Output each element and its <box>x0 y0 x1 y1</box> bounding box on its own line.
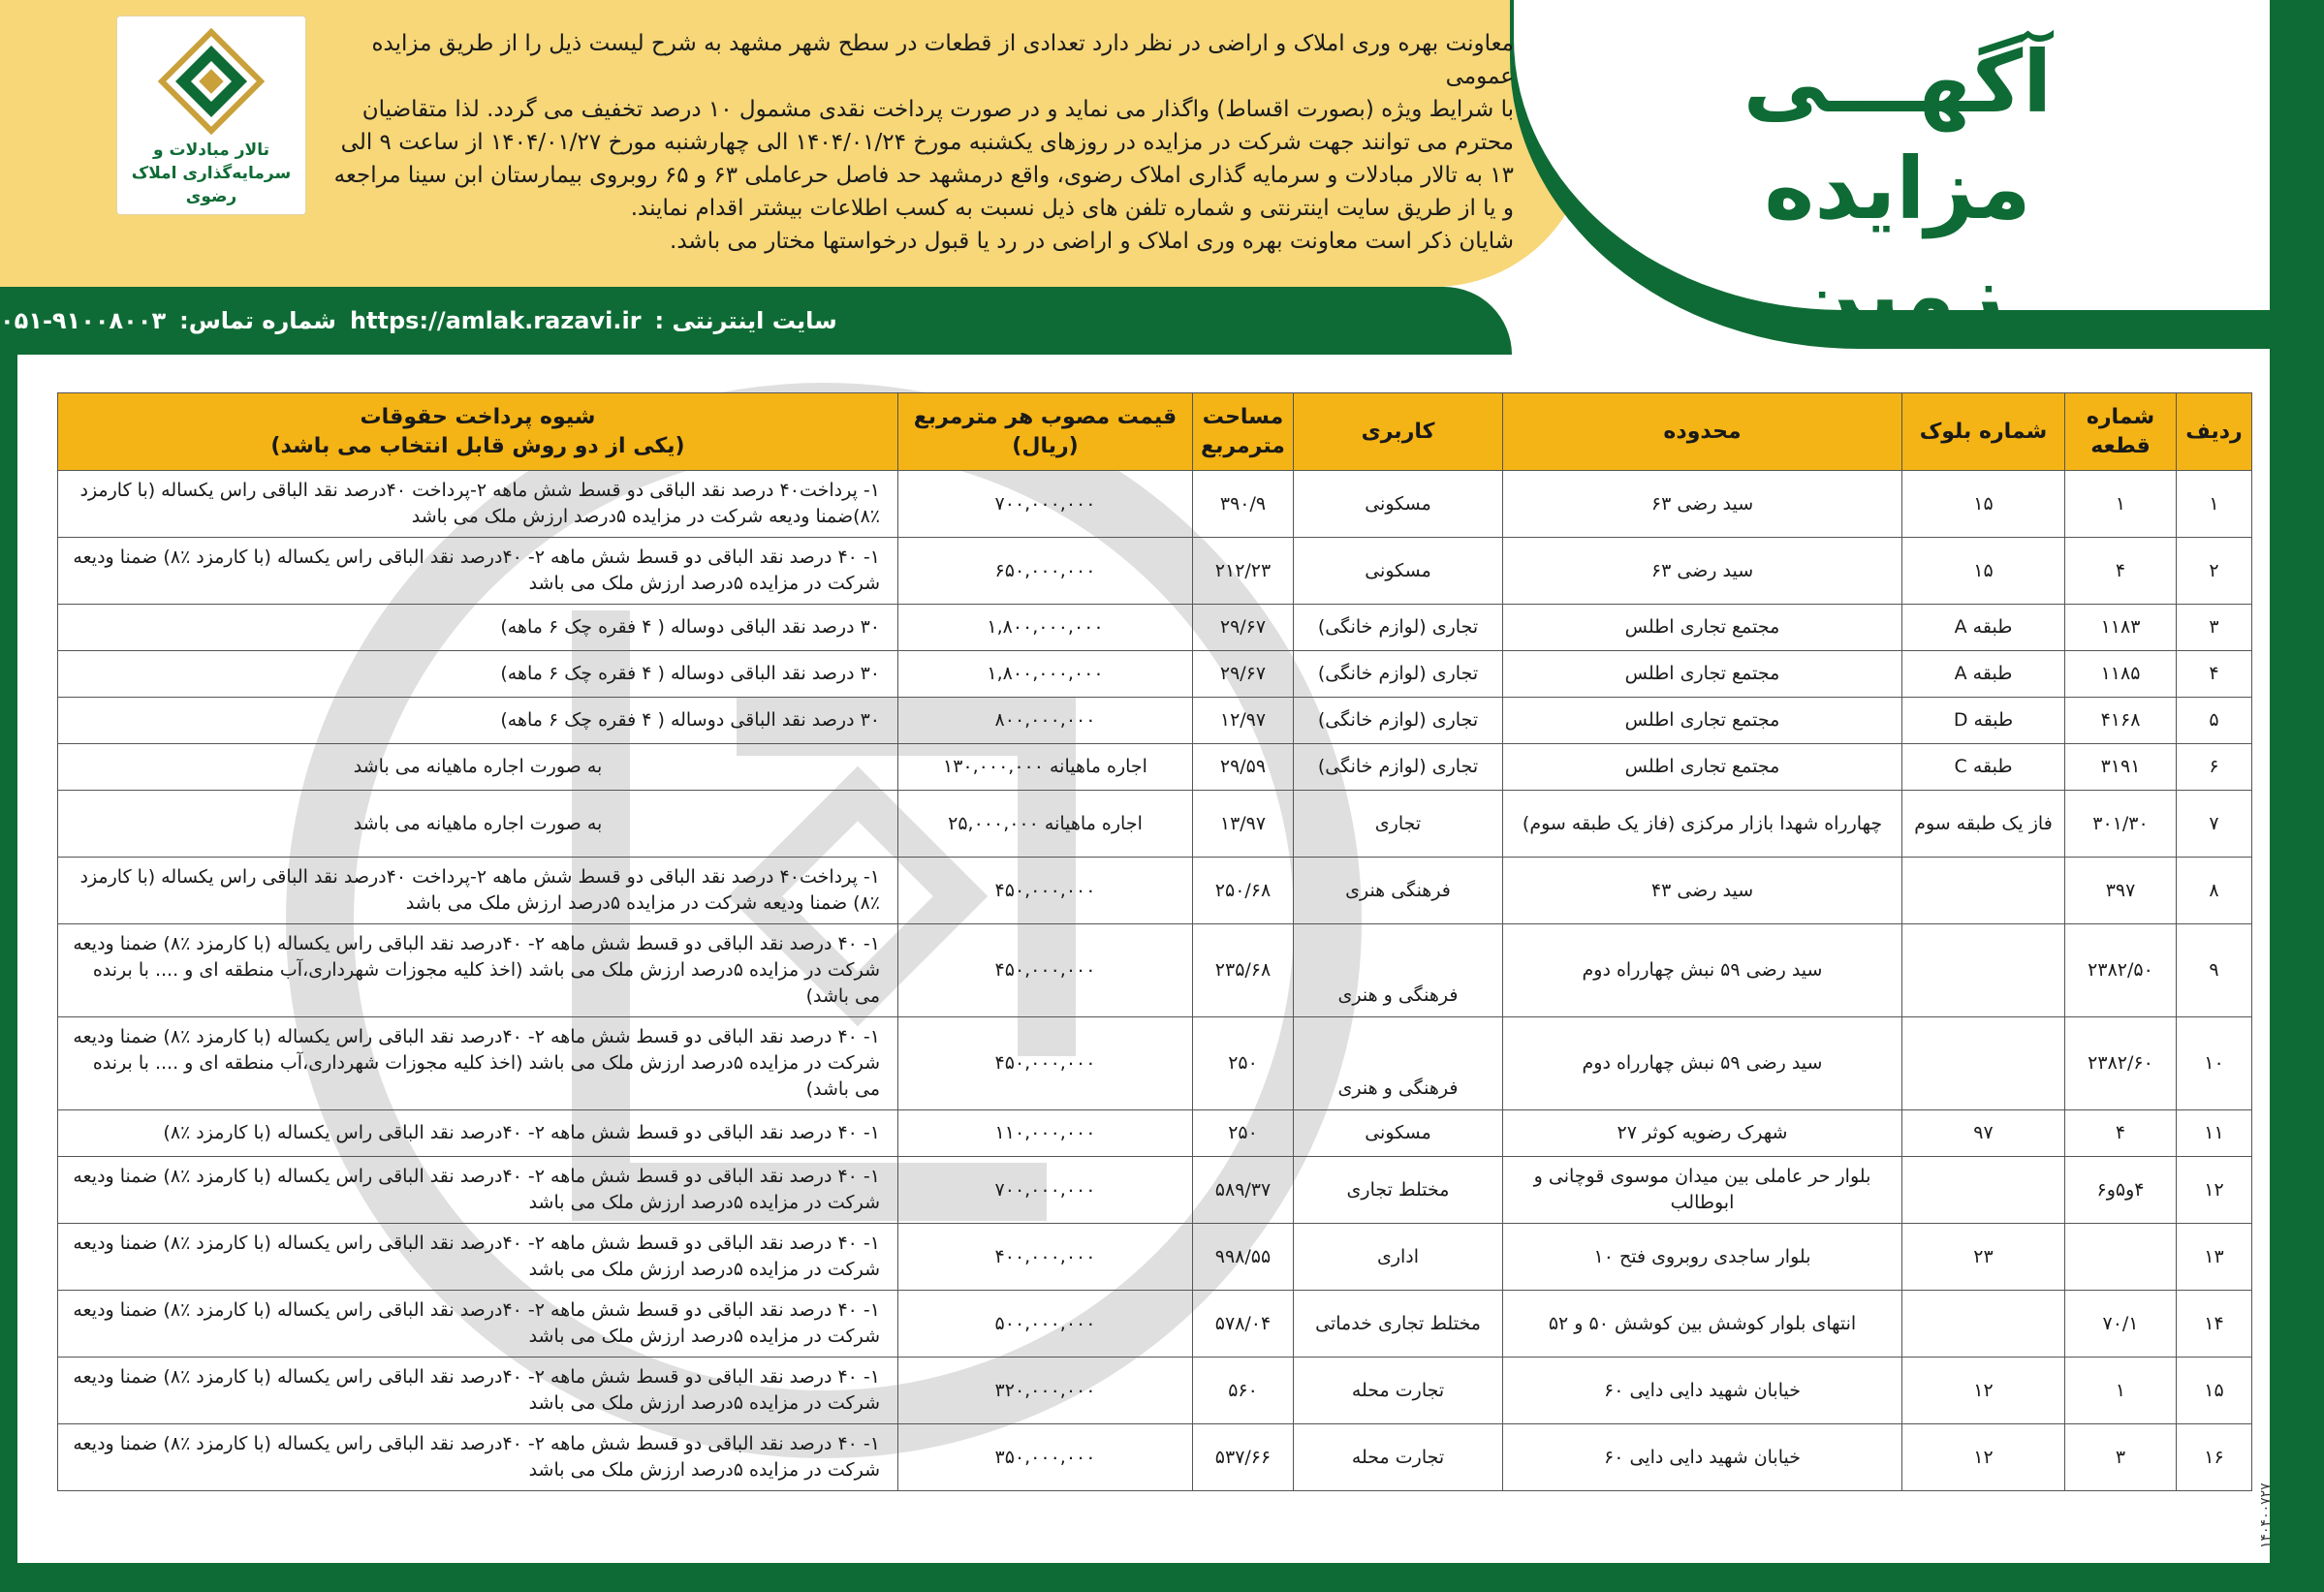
cell-size: ۲۵۰ <box>1193 1017 1294 1110</box>
cell-payment: ۱- ۴۰ درصد نقد الباقی دو قسط شش ماهه ۲- ۴۰درصد نقد الباقی راس یکساله (با کارمزد ٪۸) ضمنا ودیعه شرکت در مزایده ۵درصد ارزش ملک می باشد <box>58 1358 898 1424</box>
cell-price: ۱۱۰,۰۰۰,۰۰۰ <box>898 1110 1193 1157</box>
cell-payment: به صورت اجاره ماهیانه می باشد <box>58 744 898 791</box>
cell-block: ۱۵ <box>1902 471 2065 538</box>
logo-caption <box>117 139 305 208</box>
cell-area-name: سید رضی ۶۳ <box>1503 538 1902 605</box>
cell-area-name: سید رضی ۵۹ نبش چهارراه دوم <box>1503 924 1902 1017</box>
cell-payment: ۱- ۴۰ درصد نقد الباقی دو قسط شش ماهه ۲- ۴۰درصد نقد الباقی راس یکساله (با کارمزد ٪۸) ضمنا ودیعه شرکت در مزایده ۵درصد ارزش ملک می باشد <box>58 1224 898 1291</box>
cell-block: ۹۷ <box>1902 1110 2065 1157</box>
header-usage: کاربری <box>1294 393 1503 471</box>
table-row <box>58 538 2252 605</box>
cell-parcel: ۱۱۸۵ <box>2065 651 2177 698</box>
cell-price: ۴۵۰,۰۰۰,۰۰۰ <box>898 924 1193 1017</box>
cell-row-number: ۱۵ <box>2177 1358 2252 1424</box>
cell-price: ۷۰۰,۰۰۰,۰۰۰ <box>898 1157 1193 1224</box>
cell-payment: ۱- ۴۰ درصد نقد الباقی دو قسط شش ماهه ۲- ۴۰درصد نقد الباقی راس یکساله (با کارمزد ٪۸) ضمنا ودیعه شرکت در مزایده ۵درصد ارزش ملک می باشد <box>58 1291 898 1358</box>
cell-price: ۴۵۰,۰۰۰,۰۰۰ <box>898 1017 1193 1110</box>
cell-block: ۱۵ <box>1902 538 2065 605</box>
document-code: ۱۴۰۴۰۰۷۲۷ <box>2258 1483 2274 1548</box>
cell-area-name: مجتمع تجاری اطلس <box>1503 605 1902 651</box>
intro-line: محترم می توانند جهت شرکت در مزایده در روزهای یکشنبه مورخ ۱۴۰۴/۰۱/۲۴ الی چهارشنبه مورخ ۱۴۰۴/۰۱/۲۷ از ساعت ۹ الی <box>340 130 1514 155</box>
cell-price: ۳۵۰,۰۰۰,۰۰۰ <box>898 1424 1193 1491</box>
cell-area-name: بلوار ساجدی روبروی فتح ۱۰ <box>1503 1224 1902 1291</box>
intro-line: ۱۳ به تالار مبادلات و سرمایه گذاری املاک رضوی، واقع درمشهد حد فاصل حرعاملی ۶۳ و ۶۵ روبروی بیمارستان ابن سینا مراجعه <box>333 163 1514 188</box>
auction-table-grid <box>57 392 2252 1491</box>
table-row <box>58 1424 2252 1491</box>
cell-usage: تجاری (لوازم خانگی) <box>1294 651 1503 698</box>
website-link[interactable]: https://amlak.razavi.ir <box>349 307 642 334</box>
table-row <box>58 791 2252 858</box>
cell-area-name: چهارراه شهدا بازار مرکزی (فاز یک طبقه سوم) <box>1503 791 1902 858</box>
cell-area-name: خیابان شهید دایی دایی ۶۰ <box>1503 1358 1902 1424</box>
cell-area-name: مجتمع تجاری اطلس <box>1503 744 1902 791</box>
table-row <box>58 651 2252 698</box>
cell-price: ۴۰۰,۰۰۰,۰۰۰ <box>898 1224 1193 1291</box>
logo-emblem-icon <box>158 28 265 135</box>
cell-payment: ۱- ۴۰ درصد نقد الباقی دو قسط شش ماهه ۲- ۴۰درصد نقد الباقی راس یکساله (با کارمزد ٪۸) ضمنا ودیعه شرکت در مزایده ۵درصد ارزش ملک می باشد <box>58 538 898 605</box>
header-size: مساحت مترمربع <box>1193 393 1294 471</box>
cell-usage: تجاری (لوازم خانگی) <box>1294 605 1503 651</box>
cell-usage: اداری <box>1294 1224 1503 1291</box>
cell-size: ۲۱۲/۲۳ <box>1193 538 1294 605</box>
cell-price: ۳۲۰,۰۰۰,۰۰۰ <box>898 1358 1193 1424</box>
page-title <box>1694 29 2101 349</box>
title-line-2: مزایده زمین <box>1764 139 2031 345</box>
cell-size: ۹۹۸/۵۵ <box>1193 1224 1294 1291</box>
cell-price: اجاره ماهیانه ۱۳۰,۰۰۰,۰۰۰ <box>898 744 1193 791</box>
cell-usage: تجارت محله <box>1294 1424 1503 1491</box>
intro-line: و یا از طریق سایت اینترنتی و شماره تلفن های ذیل نسبت به کسب اطلاعات بیشتر اقدام نمایند. <box>630 196 1514 221</box>
cell-usage: تجاری (لوازم خانگی) <box>1294 744 1503 791</box>
header-area-name: محدوده <box>1503 393 1902 471</box>
cell-size: ۳۹۰/۹ <box>1193 471 1294 538</box>
cell-size: ۵۳۷/۶۶ <box>1193 1424 1294 1491</box>
cell-payment: ۱- پرداخت۴۰ درصد نقد الباقی دو قسط شش ماهه ۲-پرداخت ۴۰درصد نقد الباقی راس یکساله (با کارمزد ٪۸) ضمنا ودیعه شرکت در مزایده ۵درصد ارزش ملک می باشد <box>58 858 898 924</box>
cell-usage: مختلط تجاری <box>1294 1157 1503 1224</box>
cell-parcel: ۱ <box>2065 1358 2177 1424</box>
header-block: شماره بلوک <box>1902 393 2065 471</box>
table-header-row <box>58 393 2252 471</box>
intro-line: معاونت بهره وری املاک و اراضی در نظر دارد تعدادی از قطعات در سطح شهر مشهد به شرح لیست ذیل را از طریق مزایده عمومی <box>371 31 1514 89</box>
cell-payment: ۳۰ درصد نقد الباقی دوساله ( ۴ فقره چک ۶ ماهه) <box>58 651 898 698</box>
cell-payment: ۱- ۴۰ درصد نقد الباقی دو قسط شش ماهه ۲- ۴۰درصد نقد الباقی راس یکساله (با کارمزد ٪۸) ضمنا ودیعه شرکت در مزایده ۵درصد ارزش ملک می باشد (اخذ کلیه مجوزات شهرداری،آب منطقه ای و .... با برنده می باشد) <box>58 1017 898 1110</box>
header-price: قیمت مصوب هر مترمربع (ریال) <box>898 393 1193 471</box>
cell-usage: مختلط تجاری خدماتی <box>1294 1291 1503 1358</box>
intro-line: شایان ذکر است معاونت بهره وری املاک و اراضی در رد یا قبول درخواستها مختار می باشد. <box>670 229 1514 254</box>
cell-block: طبقه A <box>1902 651 2065 698</box>
cell-payment: ۳۰ درصد نقد الباقی دوساله ( ۴ فقره چک ۶ ماهه) <box>58 698 898 744</box>
header-row-number: ردیف <box>2177 393 2252 471</box>
cell-area-name: مجتمع تجاری اطلس <box>1503 698 1902 744</box>
cell-parcel: ۳ <box>2065 1424 2177 1491</box>
cell-block: ۱۲ <box>1902 1358 2065 1424</box>
table-row <box>58 924 2252 1017</box>
cell-area-name: سید رضی ۵۹ نبش چهارراه دوم <box>1503 1017 1902 1110</box>
logo <box>116 16 306 215</box>
cell-parcel: ۲۳۸۲/۵۰ <box>2065 924 2177 1017</box>
cell-block <box>1902 1017 2065 1110</box>
cell-parcel: ۴ <box>2065 1110 2177 1157</box>
website-label: سایت اینترنتی : <box>654 307 837 334</box>
cell-area-name: سید رضی ۶۳ <box>1503 471 1902 538</box>
header-payment <box>58 393 898 471</box>
cell-block: فاز یک طبقه سوم <box>1902 791 2065 858</box>
cell-parcel: ۴و۵و۶ <box>2065 1157 2177 1224</box>
cell-price: ۴۵۰,۰۰۰,۰۰۰ <box>898 858 1193 924</box>
cell-row-number: ۱ <box>2177 471 2252 538</box>
cell-size: ۲۵۰/۶۸ <box>1193 858 1294 924</box>
table-row <box>58 858 2252 924</box>
cell-row-number: ۵ <box>2177 698 2252 744</box>
intro-line: با شرایط ویژه (بصورت اقساط) واگذار می نماید و در صورت پرداخت نقدی مشمول ۱۰ درصد تخفیف می گردد. لذا متقاضیان <box>361 97 1514 122</box>
cell-parcel <box>2065 1224 2177 1291</box>
cell-area-name: بلوار حر عاملی بین میدان موسوی قوچانی و ابوطالب <box>1503 1157 1902 1224</box>
cell-block: طبقه A <box>1902 605 2065 651</box>
cell-size: ۱۲/۹۷ <box>1193 698 1294 744</box>
phone-number[interactable]: ۰۵۱-۹۱۰۰۸۰۰۳ <box>0 307 167 334</box>
cell-block: طبقه C <box>1902 744 2065 791</box>
cell-size: ۲۹/۶۷ <box>1193 651 1294 698</box>
cell-usage: تجاری <box>1294 791 1503 858</box>
table-row <box>58 471 2252 538</box>
table-row <box>58 1358 2252 1424</box>
cell-price: ۵۰۰,۰۰۰,۰۰۰ <box>898 1291 1193 1358</box>
cell-payment: ۱- ۴۰ درصد نقد الباقی دو قسط شش ماهه ۲- ۴۰درصد نقد الباقی راس یکساله (با کارمزد ٪۸) ضمنا ودیعه شرکت در مزایده ۵درصد ارزش ملک می باشد <box>58 1157 898 1224</box>
logo-caption-line-2: سرمایه‌گذاری املاک رضوی <box>131 164 292 206</box>
table-row <box>58 1291 2252 1358</box>
cell-usage: فرهنگی و هنری <box>1294 924 1503 1017</box>
cell-parcel: ۷۰/۱ <box>2065 1291 2177 1358</box>
table-row <box>58 1017 2252 1110</box>
cell-price: ۶۵۰,۰۰۰,۰۰۰ <box>898 538 1193 605</box>
cell-size: ۲۹/۵۹ <box>1193 744 1294 791</box>
logo-caption-line-1: تالار مبادلات و <box>153 140 269 160</box>
cell-price: ۷۰۰,۰۰۰,۰۰۰ <box>898 471 1193 538</box>
cell-block <box>1902 858 2065 924</box>
cell-size: ۲۹/۶۷ <box>1193 605 1294 651</box>
cell-block <box>1902 924 2065 1017</box>
table-row <box>58 605 2252 651</box>
cell-area-name: خیابان شهید دایی دایی ۶۰ <box>1503 1424 1902 1491</box>
cell-row-number: ۱۳ <box>2177 1224 2252 1291</box>
cell-area-name: شهرک رضویه کوثر ۲۷ <box>1503 1110 1902 1157</box>
cell-block <box>1902 1157 2065 1224</box>
table-row <box>58 1157 2252 1224</box>
cell-row-number: ۲ <box>2177 538 2252 605</box>
cell-payment: ۱- ۴۰ درصد نقد الباقی دو قسط شش ماهه ۲- ۴۰درصد نقد الباقی راس یکساله (با کارمزد ٪۸) <box>58 1110 898 1157</box>
auction-table <box>58 392 2252 1491</box>
cell-payment: ۱- ۴۰ درصد نقد الباقی دو قسط شش ماهه ۲- ۴۰درصد نقد الباقی راس یکساله (با کارمزد ٪۸) ضمنا ودیعه شرکت در مزایده ۵درصد ارزش ملک می باشد (اخذ کلیه مجوزات شهرداری،آب منطقه ای و .... با برنده می باشد) <box>58 924 898 1017</box>
cell-usage: مسکونی <box>1294 1110 1503 1157</box>
title-line-1: آگهـــی <box>1743 32 2053 132</box>
cell-row-number: ۱۱ <box>2177 1110 2252 1157</box>
table-row <box>58 1110 2252 1157</box>
cell-row-number: ۱۴ <box>2177 1291 2252 1358</box>
cell-parcel: ۴۱۶۸ <box>2065 698 2177 744</box>
cell-usage: تجارت محله <box>1294 1358 1503 1424</box>
cell-row-number: ۶ <box>2177 744 2252 791</box>
cell-row-number: ۳ <box>2177 605 2252 651</box>
cell-row-number: ۷ <box>2177 791 2252 858</box>
cell-usage: مسکونی <box>1294 538 1503 605</box>
cell-area-name: سید رضی ۴۳ <box>1503 858 1902 924</box>
cell-usage: تجاری (لوازم خانگی) <box>1294 698 1503 744</box>
cell-row-number: ۱۶ <box>2177 1424 2252 1491</box>
table-row <box>58 698 2252 744</box>
cell-size: ۲۳۵/۶۸ <box>1193 924 1294 1017</box>
cell-parcel: ۱ <box>2065 471 2177 538</box>
cell-payment: ۱- پرداخت۴۰ درصد نقد الباقی دو قسط شش ماهه ۲-پرداخت ۴۰درصد نقد الباقی راس یکساله (با کارمزد ٪۸)ضمنا ودیعه شرکت در مزایده ۵درصد ارزش ملک می باشد <box>58 471 898 538</box>
header-payment-line-1: شیوه پرداخت حقوقات <box>360 404 596 429</box>
cell-price: اجاره ماهیانه ۲۵,۰۰۰,۰۰۰ <box>898 791 1193 858</box>
cell-size: ۲۵۰ <box>1193 1110 1294 1157</box>
cell-size: ۵۸۹/۳۷ <box>1193 1157 1294 1224</box>
cell-block: ۲۳ <box>1902 1224 2065 1291</box>
cell-price: ۸۰۰,۰۰۰,۰۰۰ <box>898 698 1193 744</box>
cell-price: ۱,۸۰۰,۰۰۰,۰۰۰ <box>898 605 1193 651</box>
cell-usage: فرهنگی و هنری <box>1294 1017 1503 1110</box>
cell-size: ۱۳/۹۷ <box>1193 791 1294 858</box>
cell-row-number: ۱۲ <box>2177 1157 2252 1224</box>
cell-block: طبقه D <box>1902 698 2065 744</box>
cell-payment: ۳۰ درصد نقد الباقی دوساله ( ۴ فقره چک ۶ ماهه) <box>58 605 898 651</box>
cell-size: ۵۷۸/۰۴ <box>1193 1291 1294 1358</box>
cell-row-number: ۴ <box>2177 651 2252 698</box>
cell-parcel: ۳۰۱/۳۰ <box>2065 791 2177 858</box>
contact-bar <box>0 287 1512 355</box>
table-row <box>58 1224 2252 1291</box>
cell-payment: به صورت اجاره ماهیانه می باشد <box>58 791 898 858</box>
header-parcel: شماره قطعه <box>2065 393 2177 471</box>
cell-parcel: ۲۳۸۲/۶۰ <box>2065 1017 2177 1110</box>
cell-area-name: مجتمع تجاری اطلس <box>1503 651 1902 698</box>
cell-area-name: انتهای بلوار کوشش بین کوشش ۵۰ و ۵۲ <box>1503 1291 1902 1358</box>
cell-usage: مسکونی <box>1294 471 1503 538</box>
cell-parcel: ۳۹۷ <box>2065 858 2177 924</box>
header-payment-line-2: (یکی از دو روش قابل انتخاب می باشد) <box>270 433 685 458</box>
cell-block: ۱۲ <box>1902 1424 2065 1491</box>
cell-payment: ۱- ۴۰ درصد نقد الباقی دو قسط شش ماهه ۲- ۴۰درصد نقد الباقی راس یکساله (با کارمزد ٪۸) ضمنا ودیعه شرکت در مزایده ۵درصد ارزش ملک می باشد <box>58 1424 898 1491</box>
cell-price: ۱,۸۰۰,۰۰۰,۰۰۰ <box>898 651 1193 698</box>
cell-parcel: ۴ <box>2065 538 2177 605</box>
cell-parcel: ۱۱۸۳ <box>2065 605 2177 651</box>
green-border-bottom <box>0 1563 2324 1592</box>
phone-label: شماره تماس: <box>179 307 336 334</box>
cell-row-number: ۹ <box>2177 924 2252 1017</box>
cell-block <box>1902 1291 2065 1358</box>
table-row <box>58 744 2252 791</box>
cell-row-number: ۱۰ <box>2177 1017 2252 1110</box>
cell-size: ۵۶۰ <box>1193 1358 1294 1424</box>
cell-row-number: ۸ <box>2177 858 2252 924</box>
cell-usage: فرهنگی هنری <box>1294 858 1503 924</box>
intro-paragraph <box>330 27 1514 258</box>
cell-parcel: ۳۱۹۱ <box>2065 744 2177 791</box>
